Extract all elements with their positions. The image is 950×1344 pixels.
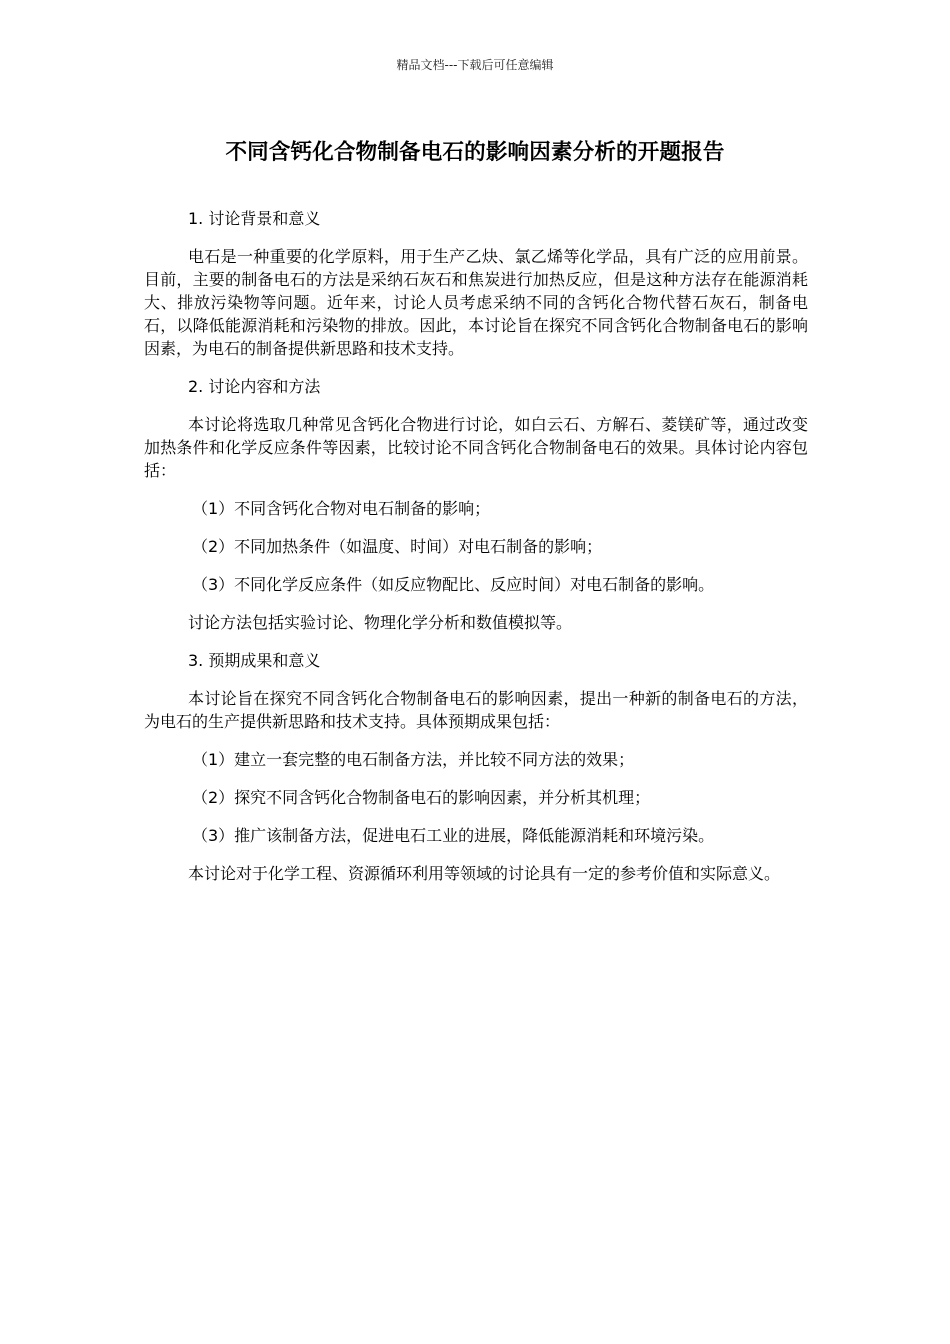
document-title: 不同含钙化合物制备电石的影响因素分析的开题报告 bbox=[225, 140, 725, 165]
paragraph-significance: 本讨论对于化学工程、资源循环利用等领域的讨论具有一定的参考价值和实际意义。 bbox=[188, 864, 781, 883]
page-header: 精品文档---下载后可任意编辑 bbox=[396, 58, 554, 72]
list-item: （3）不同化学反应条件（如反应物配比、反应时间）对电石制备的影响。 bbox=[192, 575, 715, 594]
section-heading-content-method: 2. 讨论内容和方法 bbox=[188, 377, 321, 396]
document-body bbox=[144, 207, 808, 900]
list-item: （1）不同含钙化合物对电石制备的影响； bbox=[192, 499, 491, 518]
section-heading-background: 1. 讨论背景和意义 bbox=[188, 209, 321, 228]
paragraph-content-intro: 本讨论将选取几种常见含钙化合物进行讨论，如白云石、方解石、菱镁矿等，通过改变加热条件和化学反应条件等因素，比较讨论不同含钙化合物制备电石的效果。具体讨论内容包括： bbox=[144, 415, 808, 480]
list-item: （1）建立一套完整的电石制备方法，并比较不同方法的效果； bbox=[192, 750, 635, 769]
paragraph-method: 讨论方法包括实验讨论、物理化学分析和数值模拟等。 bbox=[188, 613, 573, 632]
paragraph-results-intro: 本讨论旨在探究不同含钙化合物制备电石的影响因素，提出一种新的制备电石的方法，为电石的生产提供新思路和技术支持。具体预期成果包括： bbox=[144, 689, 808, 731]
list-item: （2）不同加热条件（如温度、时间）对电石制备的影响； bbox=[192, 537, 603, 556]
list-item: （2）探究不同含钙化合物制备电石的影响因素，并分析其机理； bbox=[192, 788, 651, 807]
section-heading-expected-results: 3. 预期成果和意义 bbox=[188, 651, 321, 670]
paragraph-background: 电石是一种重要的化学原料，用于生产乙炔、氯乙烯等化学品，具有广泛的应用前景。目前，主要的制备电石的方法是采纳石灰石和焦炭进行加热反应，但是这种方法存在能源消耗大、排放污染物等问题。近年来，讨论人员考虑采纳不同的含钙化合物代替石灰石，制备电石，以降低能源消耗和污染物的排放。因此，本讨论旨在探究不同含钙化合物制备电石的影响因素，为电石的制备提供新思路和技术支持。 bbox=[144, 247, 808, 358]
list-item: （3）推广该制备方法，促进电石工业的进展，降低能源消耗和环境污染。 bbox=[192, 826, 715, 845]
